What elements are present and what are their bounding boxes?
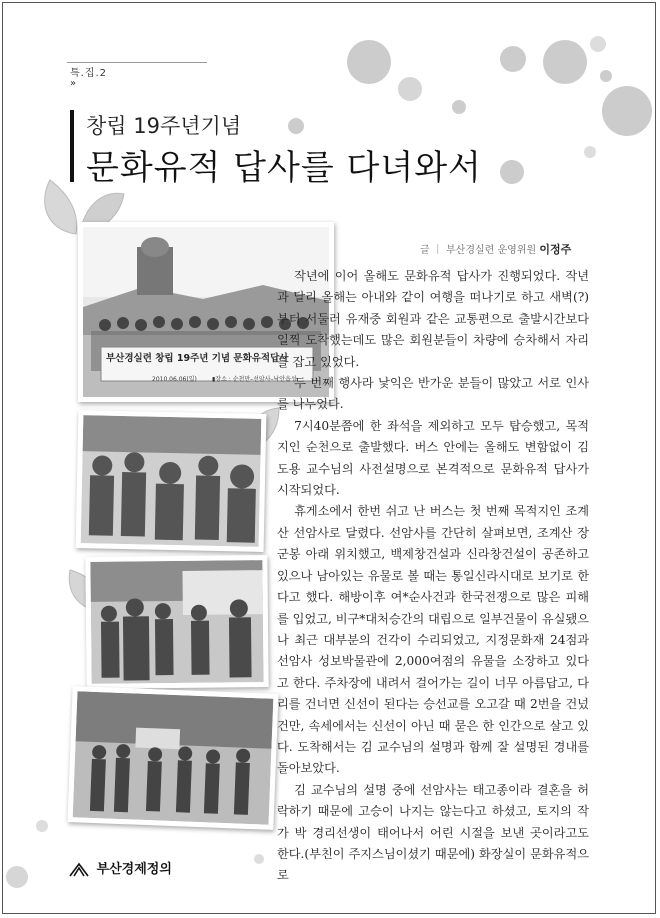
decor-dot bbox=[452, 100, 466, 114]
body-paragraph: 휴게소에서 한번 쉬고 난 버스는 첫 번째 목적지인 조계산 선암사로 달렸다. 선암사를 간단히 살펴보면, 조계산 장군봉 아래 위치했고, 백제창건설과 신라창건설이 공존하고 있으나 남아있는 유물로 볼 때는 통일신라시대로 보기로 한다고 했다. 해방이후 여*순사건과 한국전쟁으로 많은 피해를 입었고, 비구*대처승간의 대립으로 일부건물이 유실됐으나 최근 대부분의 건각이 수리되었고, 지정문화재 24점과 선암사 성보박물관에 2,000여점의 유물을 소장하고 있다고 한다. 주차장에 내려서 걸어가는 길이 너무 아름답고, 다리를 건너면 신선이 된다는 승선교를 오고갈 때 2번을 건넜건만, 속세에서는 신선이 아닌 때 묻은 한 인간으로 살고 있다. 도착해서는 김 교수님의 설명과 함께 잘 설명된 경내를 돌아보았다. bbox=[277, 504, 589, 776]
guide-photo bbox=[85, 555, 268, 689]
banner-date: 2010.06.06(일) bbox=[152, 376, 197, 383]
decor-dot bbox=[584, 146, 596, 158]
article-title: 문화유적 답사를 다녀와서 bbox=[86, 148, 482, 188]
body-paragraph: 7시40분쯤에 한 좌석을 제외하고 모두 탑승했고, 목적지인 순천으로 출발했다. 버스 안에는 올해도 변함없이 김도용 교수님의 사전설명으로 본격적으로 문화유적 답사가 시작되었다. bbox=[277, 418, 589, 498]
decor-dot bbox=[347, 40, 391, 84]
decor-dot bbox=[500, 46, 526, 72]
logo-mark-icon bbox=[68, 862, 90, 878]
body-paragraph: 두 번째 행사라 낯익은 반가운 분들이 많았고 서로 인사를 나누었다. bbox=[277, 376, 589, 412]
footer-logo-text: 부산경제정의 bbox=[96, 862, 172, 877]
temple-walk-photo bbox=[67, 686, 278, 830]
decor-dot bbox=[36, 820, 48, 832]
tourists-photo bbox=[76, 410, 267, 552]
section-label: 특.집.2 bbox=[70, 68, 108, 79]
decor-dot bbox=[590, 36, 606, 52]
decor-dot bbox=[254, 854, 264, 864]
temple-walk-photo-image bbox=[73, 691, 274, 824]
byline bbox=[420, 241, 571, 257]
header-rule bbox=[67, 62, 207, 63]
footer-logo bbox=[68, 858, 172, 878]
decor-dot bbox=[600, 70, 612, 82]
body-paragraph: 작년에 이어 올해도 문화유적 답사가 진행되었다. 작년과 달리 올해는 아내와 같이 여행을 떠나기로 하고 새벽(?)부터 서둘러 유재중 회원과 같은 교통편으로 출발시간보다 일찍 도착했는데도 많은 회원분들이 차량에 승차해서 자리를 잡고 있었다. bbox=[277, 269, 589, 369]
decor-dot bbox=[288, 118, 304, 134]
byline-prefix: 글 ｜ 부산경실련 운영위원 bbox=[420, 245, 537, 256]
decor-dot bbox=[6, 866, 28, 888]
article-body bbox=[277, 266, 589, 887]
banner-place: ▮장소 : 순천만–선암사–낙안읍성 bbox=[212, 376, 297, 383]
decor-dot bbox=[543, 40, 587, 84]
byline-author: 이정주 bbox=[539, 243, 572, 256]
decor-dot bbox=[602, 86, 652, 136]
decor-dot bbox=[398, 77, 422, 101]
tourists-photo-image bbox=[81, 415, 262, 547]
section-arrow: » bbox=[70, 78, 77, 89]
guide-photo-image bbox=[90, 560, 263, 684]
article-subtitle: 창립 19주년기념 bbox=[86, 114, 242, 138]
decor-dot bbox=[500, 160, 524, 184]
body-paragraph: 김 교수님의 설명 중에 선암사는 태고종이라 결혼을 허락하기 때문에 고승이 나지는 않는다고 하셨고, 토지의 작가 박 경리선생이 태어나서 어린 시절을 보낸 곳이라고도 한다.(부친이 주지스님이셨기 때문에) 화장실이 문화유적으로 bbox=[277, 782, 589, 883]
banner-text: 부산경실련 창립 19주년 기념 문화유적답사 bbox=[106, 353, 289, 364]
